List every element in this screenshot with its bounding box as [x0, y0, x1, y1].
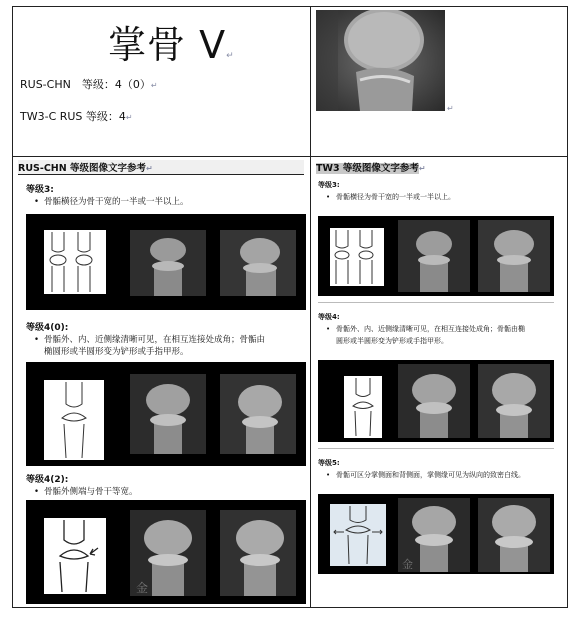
left-grade-4-0-diagram	[44, 380, 104, 460]
left-grade-3-diagram	[44, 230, 106, 294]
rus-chn-grade: RUS-CHN 等级：4（0）↵	[20, 78, 158, 91]
right-grade-4-xray-2	[478, 364, 550, 438]
right-grade-4-diagram	[344, 376, 382, 438]
left-grade-4-2-xray-1	[130, 510, 206, 596]
main-xray-image	[316, 10, 445, 111]
right-grade-5-text: • 骨骺可区分掌侧面和背侧面，掌侧缘可见为纵向的致密白线。	[326, 471, 525, 479]
right-grade-5-xray-2	[478, 498, 550, 572]
left-grade-4-0-text-continued: 椭圆形或半圆形变为铲形或手指甲形。	[44, 347, 189, 357]
left-grade-3-label: 等级3:	[26, 185, 54, 195]
watermark-text: 金	[136, 581, 149, 595]
page-title: 掌骨 V↵	[108, 23, 235, 67]
right-grade-3-xray-2	[478, 220, 550, 292]
row-divider	[12, 156, 568, 157]
right-grade-3-text: • 骨骺横径为骨干宽的一半或一半以上。	[326, 193, 455, 201]
separator	[318, 302, 554, 303]
left-grade-4-2-diagram	[44, 518, 106, 594]
left-grade-3-xray-1	[130, 230, 206, 296]
left-grade-4-0-xray-1	[130, 374, 206, 454]
left-grade-3-text: • 骨骺横径为骨干宽的一半或一半以上。	[34, 197, 189, 207]
separator	[318, 448, 554, 449]
right-grade-5-label: 等级5:	[318, 459, 340, 467]
left-grade-4-0-xray-2	[220, 374, 296, 454]
right-grade-5-diagram	[330, 504, 386, 566]
left-grade-4-0-label: 等级4(0):	[26, 323, 69, 333]
document-page: 掌骨 V↵ RUS-CHN 等级：4（0）↵ TW3-C RUS 等级：4↵ ↵ RUS-CHN 等级图像文字参考↵ TW3 等级图像文字参考↵ 等级3: • 骨骺横径为骨干宽的一半或一半以上。 等级4(0): • 骨骺外、内、近侧缘清晰可见，在相互连接处成角；骨骺由 椭圆形或半圆形变为铲形或手指甲形。 等级4(2): • 骨骺外侧端与骨干等宽。 金 等级3: • 骨骺横径为骨干宽的一半或一半以上。 等级4: • 骨骺外、内、近侧缘清晰可见，在相互连接处成角；骨骺由椭 圆形或半圆形变为铲形或手指甲形。 等级5: • 骨骺可区分掌侧面和背侧面，掌侧缘可见为纵向的致密白线。 金	[0, 0, 576, 617]
column-divider	[310, 6, 311, 608]
left-grade-4-2-label: 等级4(2):	[26, 475, 69, 485]
right-grade-4-text-continued: 圆形或半圆形变为铲形或手指甲形。	[336, 337, 448, 345]
right-grade-5-xray-1	[398, 498, 470, 572]
tw3-grade: TW3-C RUS 等级：4↵	[20, 110, 133, 123]
left-grade-4-2-xray-2	[220, 510, 296, 596]
right-grade-3-xray-1	[398, 220, 470, 292]
left-grade-3-xray-2	[220, 230, 296, 296]
right-grade-3-diagram	[330, 228, 384, 286]
left-grade-4-2-text: • 骨骺外侧端与骨干等宽。	[34, 487, 138, 497]
right-grade-4-xray-1	[398, 364, 470, 438]
left-grade-4-0-text: • 骨骺外、内、近侧缘清晰可见，在相互连接处成角；骨骺由	[34, 335, 266, 345]
left-section-title: RUS-CHN 等级图像文字参考↵	[18, 160, 304, 175]
watermark-text: 金	[402, 558, 413, 571]
right-grade-4-text: • 骨骺外、内、近侧缘清晰可见，在相互连接处成角；骨骺由椭	[326, 325, 525, 333]
right-grade-3-label: 等级3:	[318, 181, 340, 189]
right-grade-4-label: 等级4:	[318, 313, 340, 321]
right-section-title: TW3 等级图像文字参考↵	[316, 163, 426, 174]
